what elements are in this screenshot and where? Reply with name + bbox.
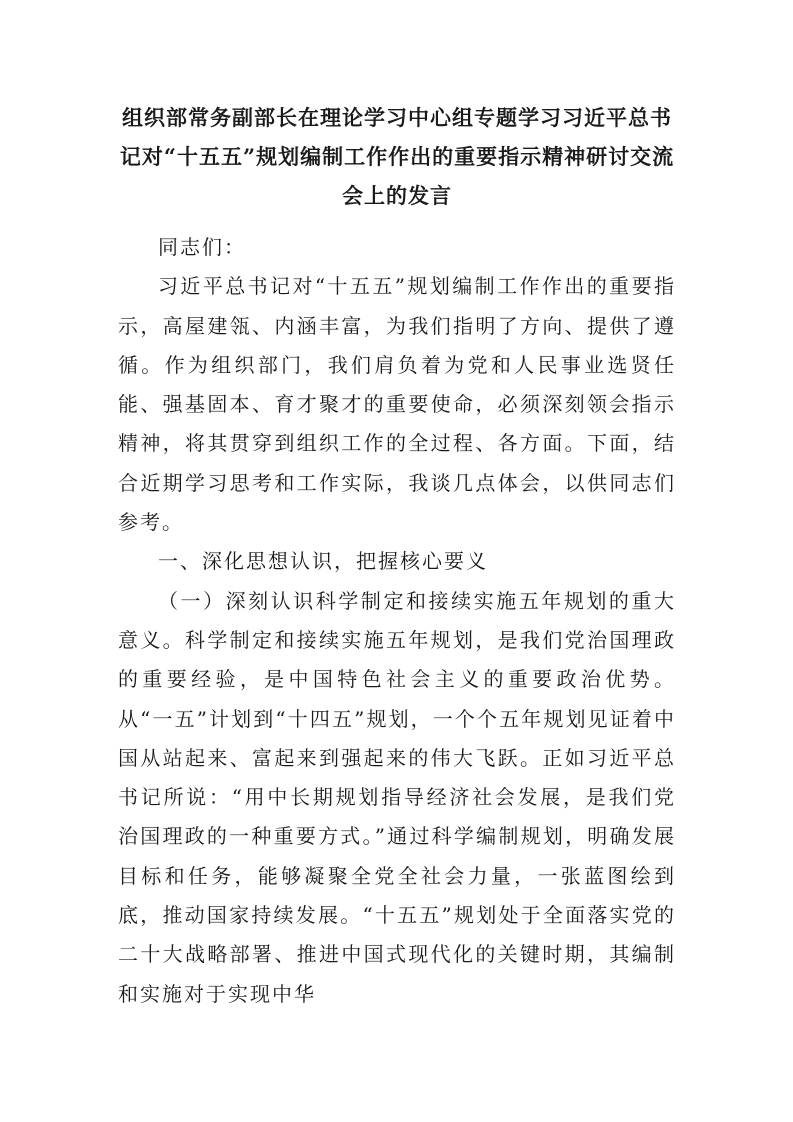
- document-body: [118, 228, 676, 1014]
- intro-paragraph: 习近平总书记对“十五五”规划编制工作作出的重要指示，高屋建瓴、内涵丰富，为我们指明了方向、提供了遵循。作为组织部门，我们肩负着为党和人民事业选贤任能、强基固本、育才聚才的重要使命，必须深刻领会指示精神，将其贯穿到组织工作的全过程、各方面。下面，结合近期学习思考和工作实际，我谈几点体会，以供同志们参考。: [118, 274, 676, 535]
- document-title: 组织部常务副部长在理论学习中心组专题学习习近平总书记对“十五五”规划编制工作作出的重要指示精神研讨交流会上的发言: [119, 105, 675, 208]
- greeting-line: 同志们：: [158, 235, 246, 259]
- section-paragraph: （一）深刻认识科学制定和接续实施五年规划的重大意义。科学制定和接续实施五年规划，是我们党治国理政的重要经验，是中国特色社会主义的重要政治优势。从“一五”计划到“十四五”规划，一个个五年规划见证着中国从站起来、富起来到强起来的伟大飞跃。正如习近平总书记所说：“用中长期规划指导经济社会发展，是我们党治国理政的一种重要方式。”通过科学编制规划，明确发展目标和任务，能够凝聚全党全社会力量，一张蓝图绘到底，推动国家持续发展。“十五五”规划处于全面落实党的二十大战略部署、推进中国式现代化的关键时期，其编制和实施对于实现中华: [118, 588, 676, 1006]
- section-heading: 一、深化思想认识，把握核心要义: [158, 549, 488, 574]
